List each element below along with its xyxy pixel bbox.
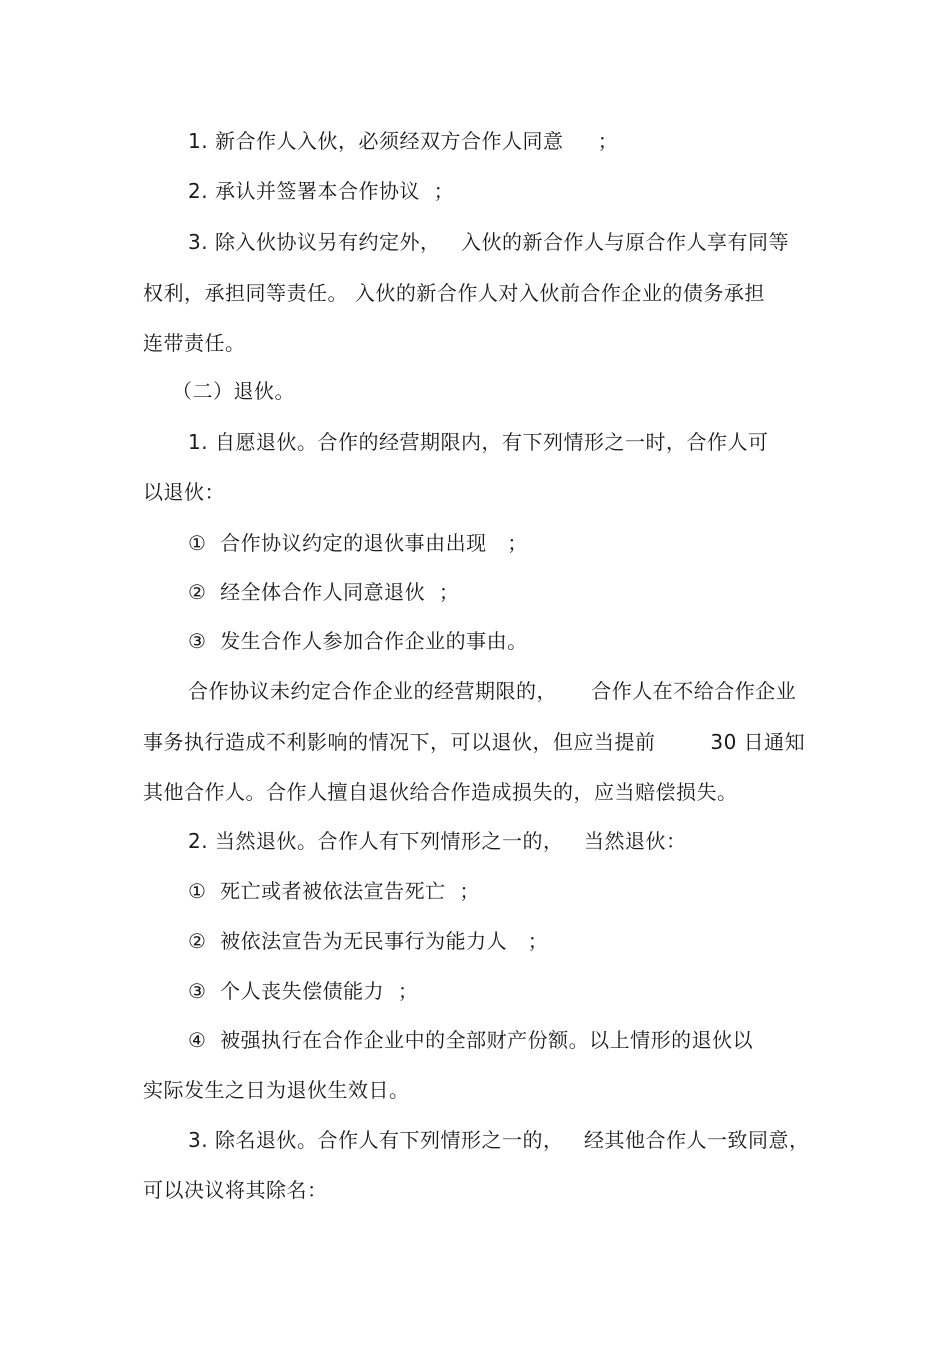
list-item-automatic-2: ② 被依法宣告为无民事行为能力人 ； (188, 929, 549, 953)
paragraph-line-2: 2. 承认并签署本合作协议 ； (188, 179, 455, 203)
paragraph-line-21: 3. 除名退伙。合作人有下列情形之一的， 经其他合作人一致同意， (188, 1128, 810, 1152)
paragraph-line-15: 2. 当然退伙。合作人有下列情形之一的， 当然退伙： (188, 829, 687, 853)
paragraph-line-13: 事务执行造成不利影响的情况下，可以退伙，但应当提前 30 日通知 (143, 730, 806, 754)
paragraph-line-1: 1. 新合作人入伙，必须经双方合作人同意 ； (188, 129, 619, 153)
paragraph-line-7: 1. 自愿退伙。合作的经营期限内，有下列情形之一时，合作人可 (188, 430, 769, 454)
paragraph-line-20: 实际发生之日为退伙生效日。 (143, 1078, 410, 1102)
list-item-automatic-1: ① 死亡或者被依法宣告死亡 ； (188, 879, 480, 903)
list-item-automatic-3: ③ 个人丧失偿债能力 ； (188, 979, 419, 1003)
paragraph-line-4: 权利，承担同等责任。 入伙的新合作人对入伙前合作企业的债务承担 (143, 281, 765, 305)
list-item-voluntary-3: ③ 发生合作人参加合作企业的事由。 (188, 629, 528, 653)
paragraph-line-14: 其他合作人。合作人擅自退伙给合作造成损失的，应当赔偿损失。 (143, 780, 738, 804)
paragraph-line-22: 可以决议将其除名： (143, 1178, 328, 1202)
list-item-voluntary-2: ② 经全体合作人同意退伙 ； (188, 580, 460, 604)
list-item-automatic-4: ④ 被强执行在合作企业中的全部财产份额。以上情形的退伙以 (188, 1028, 754, 1052)
paragraph-line-8: 以退伙： (143, 480, 225, 504)
section-heading-withdrawal: （二）退伙。 (172, 379, 295, 403)
paragraph-line-3: 3. 除入伙协议另有约定外， 入伙的新合作人与原合作人享有同等 (188, 230, 790, 254)
paragraph-line-5: 连带责任。 (143, 331, 246, 355)
list-item-voluntary-1: ① 合作协议约定的退伙事由出现 ； (188, 531, 528, 555)
paragraph-line-12: 合作协议未约定合作企业的经营期限的， 合作人在不给合作企业 (188, 679, 797, 703)
